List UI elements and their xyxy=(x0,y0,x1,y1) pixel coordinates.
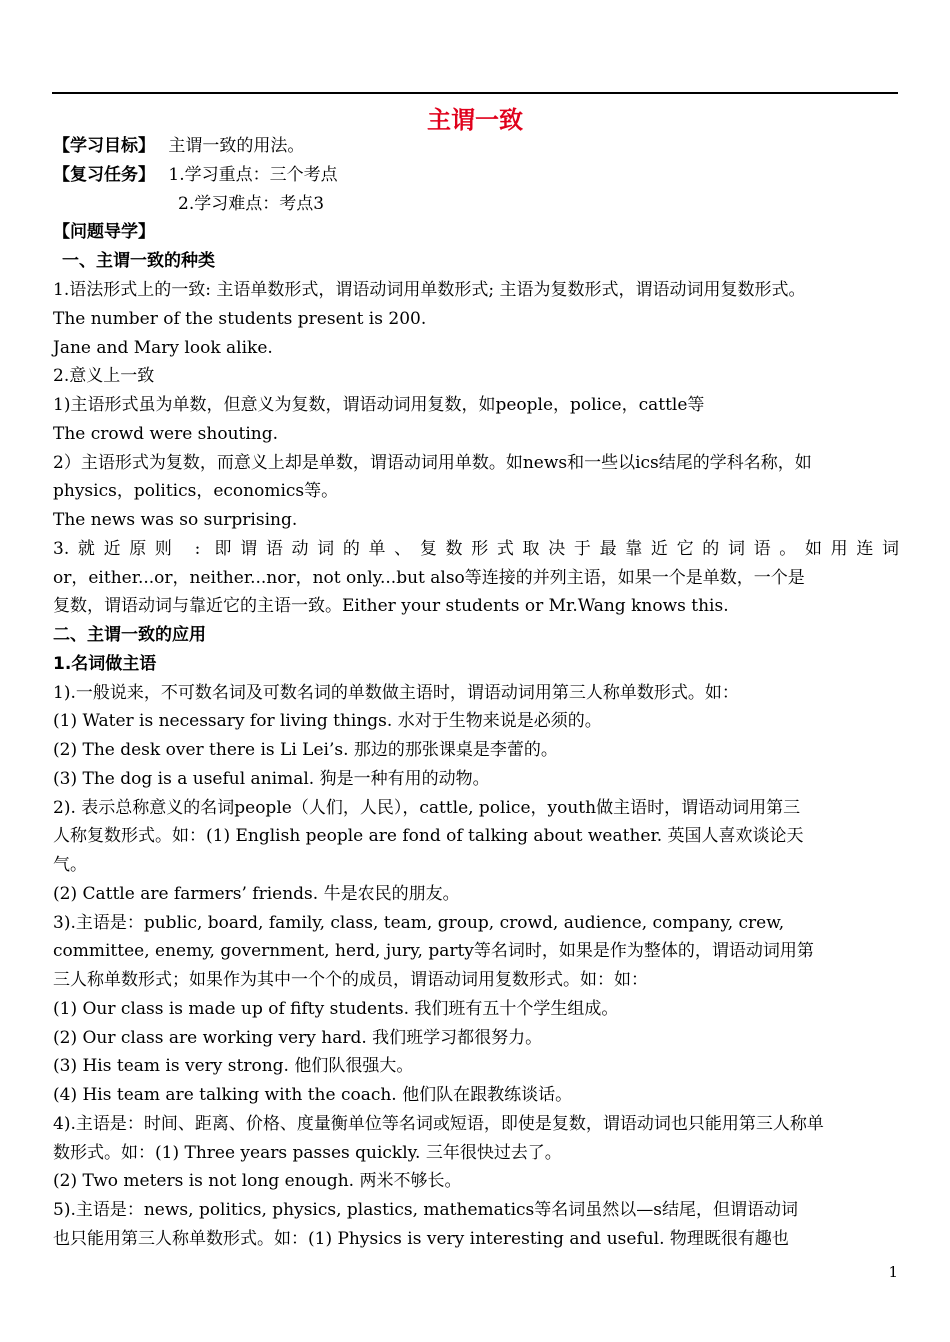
page-title: 主谓一致 xyxy=(427,106,523,134)
paragraph-line: 3.就近原则 : 即谓语动词的单、复数形式取决于最靠近它的词语。如用连词 xyxy=(53,539,899,559)
paragraph-line: 数形式。如：(1) Three years passes quickly. 三年很快过去了。 xyxy=(53,1143,562,1163)
goal-label: 【学习目标】 xyxy=(53,136,155,156)
example-line: (2) The desk over there is Li Lei’s. 那边的那张课桌是李蕾的。 xyxy=(53,740,558,760)
section-heading: 一、主谓一致的种类 xyxy=(62,251,215,271)
example-line: The number of the students present is 200. xyxy=(53,309,427,329)
paragraph-line: 5).主语是：news, politics, physics, plastics, mathematics等名词虽然以—s结尾，但谓语动词 xyxy=(53,1200,798,1220)
header-rule xyxy=(52,92,898,94)
example-line: (4) His team are talking with the coach. 他们队在跟教练谈话。 xyxy=(53,1085,573,1105)
task-line xyxy=(53,161,899,189)
task-2: 2.学习难点：考点3 xyxy=(178,194,325,214)
example-line: The news was so surprising. xyxy=(53,510,298,530)
example-line: (1) Our class is made up of fifty students. 我们班有五十个学生组成。 xyxy=(53,999,619,1019)
paragraph-line: 1.语法形式上的一致: 主语单数形式，谓语动词用单数形式; 主语为复数形式，谓语动词用复数形式。 xyxy=(53,280,806,300)
subsection-heading: 1.名词做主语 xyxy=(53,654,157,674)
paragraph-line: 人称复数形式。如：(1) English people are fond of talking about weather. 英国人喜欢谈论天 xyxy=(53,826,804,846)
guide-label: 【问题导学】 xyxy=(53,222,155,242)
example-line: (1) Water is necessary for living things. 水对于生物来说是必须的。 xyxy=(53,711,602,731)
example-line: Jane and Mary look alike. xyxy=(53,338,273,358)
task-label: 【复习任务】 xyxy=(53,165,155,185)
paragraph-line: 1).一般说来，不可数名词及可数名词的单数做主语时，谓语动词用第三人称单数形式。如： xyxy=(53,683,739,703)
paragraph-line: 2.意义上一致 xyxy=(53,366,155,386)
goal-text: 主谓一致的用法。 xyxy=(168,136,305,156)
section-heading: 二、主谓一致的应用 xyxy=(53,625,206,645)
goal-line xyxy=(53,132,899,160)
paragraph-line: 复数，谓语动词与靠近它的主语一致。Either your students or Mr.Wang knows this. xyxy=(53,596,729,616)
example-line: (3) The dog is a useful animal. 狗是一种有用的动物。 xyxy=(53,769,490,789)
example-line: (3) His team is very strong. 他们队很强大。 xyxy=(53,1056,414,1076)
task-1: 1.学习重点：三个考点 xyxy=(168,165,338,185)
paragraph-line: 三人称单数形式；如果作为其中一个个的成员，谓语动词用复数形式。如：如： xyxy=(53,970,648,990)
paragraph-line: 2）主语形式为复数，而意义上却是单数，谓语动词用单数。如news和一些以ics结尾的学科名称，如 xyxy=(53,453,812,473)
paragraph-line: committee, enemy, government, herd, jury, party等名词时，如果是作为整体的，谓语动词用第 xyxy=(53,941,814,961)
paragraph-line: physics，politics，economics等。 xyxy=(53,481,339,501)
paragraph-line: 2). 表示总称意义的名词people（人们，人民），cattle, police，youth做主语时，谓语动词用第三 xyxy=(53,798,801,818)
example-line: (2) Cattle are farmers’ friends. 牛是农民的朋友。 xyxy=(53,884,460,904)
example-line: (2) Our class are working very hard. 我们班学习都很努力。 xyxy=(53,1028,543,1048)
paragraph-line: or，either...or，neither...nor，not only...but also等连接的并列主语，如果一个是单数，一个是 xyxy=(53,568,805,588)
paragraph-line: 气。 xyxy=(53,855,87,875)
example-line: (2) Two meters is not long enough. 两米不够长。 xyxy=(53,1171,462,1191)
paragraph-line: 3).主语是：public, board, family, class, team, group, crowd, audience, company, crew, xyxy=(53,913,785,933)
page-number: 1 xyxy=(888,1263,898,1281)
paragraph-line: 4).主语是：时间、距离、价格、度量衡单位等名词或短语，即使是复数，谓语动词也只能用第三人称单 xyxy=(53,1114,824,1134)
paragraph-line: 也只能用第三人称单数形式。如：(1) Physics is very interesting and useful. 物理既很有趣也 xyxy=(53,1229,789,1249)
example-line: The crowd were shouting. xyxy=(53,424,279,444)
paragraph-line: 1)主语形式虽为单数，但意义为复数，谓语动词用复数，如people，police，cattle等 xyxy=(53,395,705,415)
